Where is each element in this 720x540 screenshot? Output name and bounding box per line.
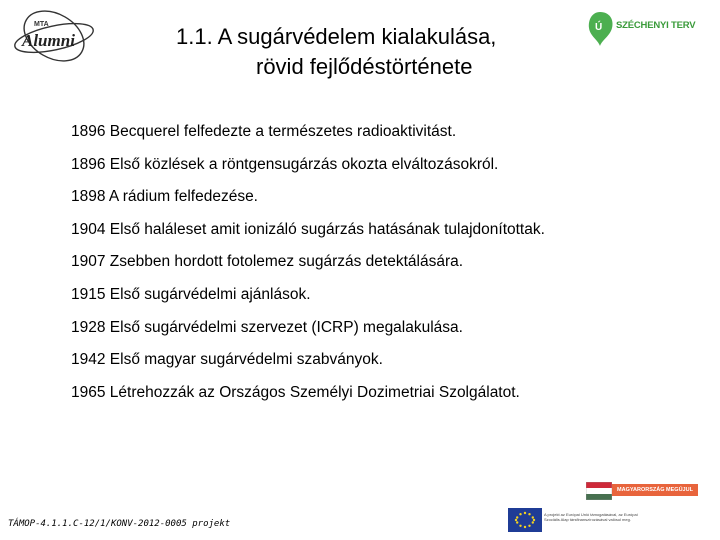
page-title	[160, 22, 560, 82]
svg-text:Ú: Ú	[595, 22, 603, 33]
atom-logo-icon	[8, 8, 100, 64]
title-line-1: 1.1. A sugárvédelem kialakulása,	[176, 24, 497, 49]
timeline-item: 1928 Első sugárvédelmi szervezet (ICRP) megalakulása.	[71, 318, 463, 336]
eu-funding-line-2: Szociális Alap társfinanszírozásával valósul meg.	[544, 517, 631, 522]
timeline-item: 1904 Első haláleset amit ionizáló sugárzás hatásának tulajdonítottak.	[71, 220, 545, 238]
szechenyi-terv-text: SZÉCHENYI TERV	[616, 20, 696, 31]
title-line-2: rövid fejlődéstörténete	[256, 54, 473, 79]
magyarorszag-megujul-badge: MAGYARORSZÁG MEGÚJUL	[612, 484, 698, 496]
eu-flag-icon	[508, 508, 542, 532]
timeline-list	[71, 122, 701, 415]
project-code: TÁMOP-4.1.1.C-12/1/KONV-2012-0005 projekt	[8, 519, 231, 529]
alumni-logo	[8, 8, 100, 64]
hungarian-flag-icon	[586, 482, 612, 500]
timeline-item: 1896 Első közlések a röntgensugárzás okozta elváltozásokról.	[71, 155, 499, 173]
timeline-item: 1965 Létrehozzák az Országos Személyi Dozimetriai Szolgálatot.	[71, 383, 520, 401]
svg-text:MTA: MTA	[34, 21, 49, 28]
szechenyi-terv-logo	[588, 8, 700, 48]
eu-funding-line-1: A projekt az Európai Unió támogatásával, az Európai	[544, 512, 638, 517]
timeline-item: 1915 Első sugárvédelmi ajánlások.	[71, 285, 311, 303]
timeline-item: 1942 Első magyar sugárvédelmi szabványok.	[71, 351, 383, 369]
timeline-item: 1907 Zsebben hordott fotolemez sugárzás detektálására.	[71, 253, 464, 271]
timeline-item: 1896 Becquerel felfedezte a természetes radioaktivitást.	[71, 123, 457, 140]
leaf-icon	[588, 8, 616, 48]
timeline-item: 1898 A rádium felfedezése.	[71, 188, 258, 206]
funding-block	[500, 472, 712, 536]
alumni-logo-text: Alumni	[22, 31, 75, 50]
eu-funding-text	[544, 512, 712, 522]
